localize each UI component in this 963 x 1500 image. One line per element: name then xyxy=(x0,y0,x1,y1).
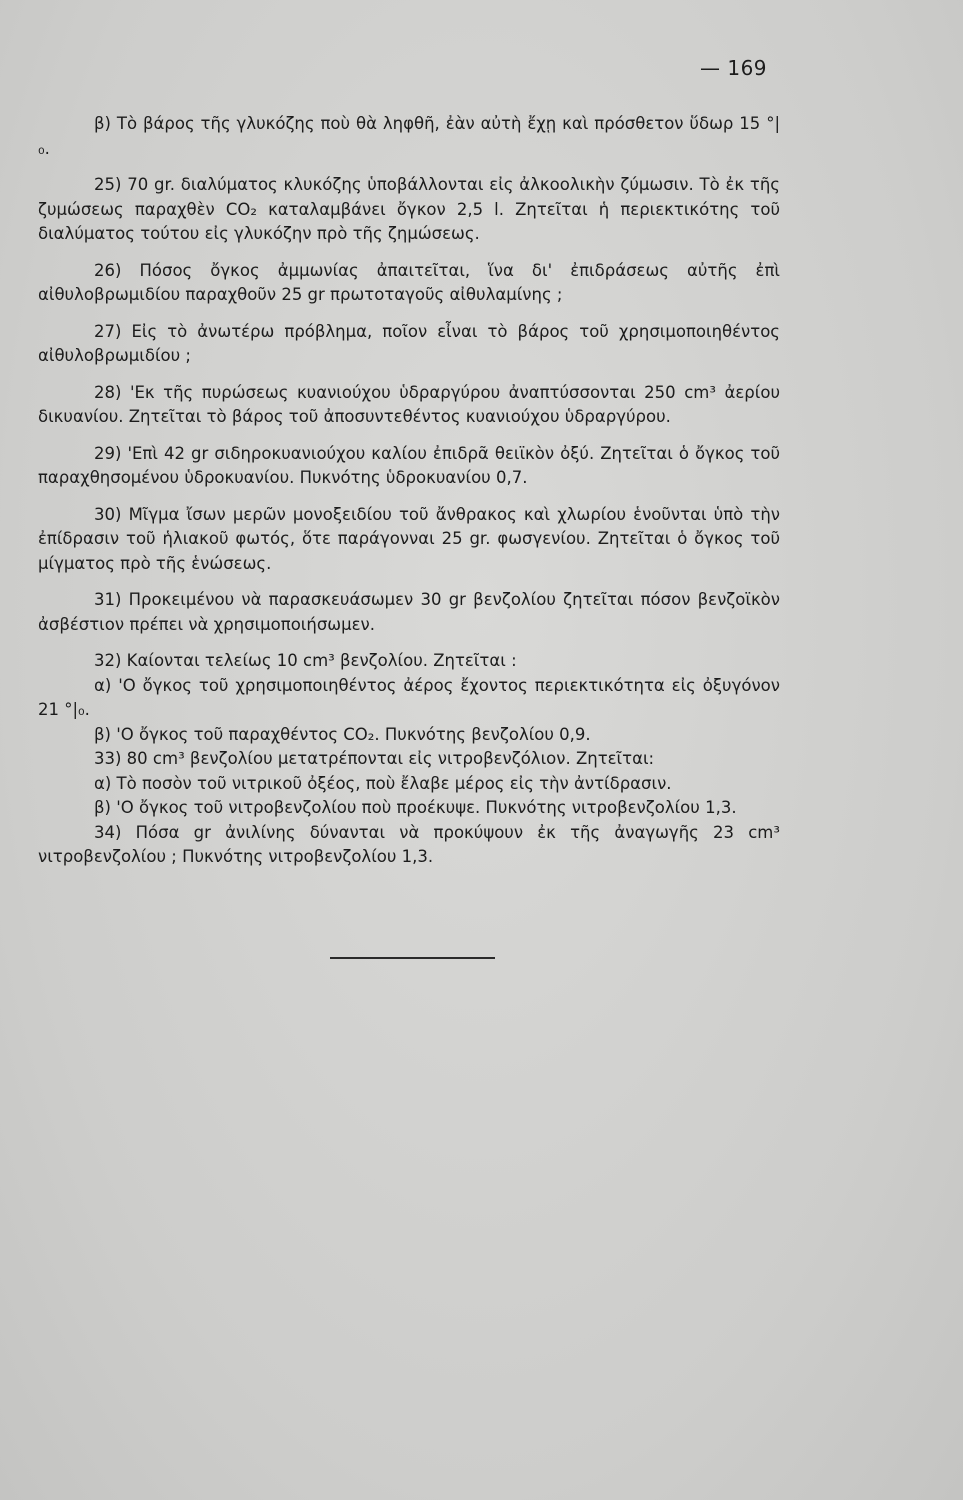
problem-29: 29) 'Επὶ 42 gr σιδηροκυανιούχου καλίου ἐπιδρᾶ θειϊκὸν ὀξύ. Ζητεῖται ὁ ὄγκος τοῦ παραχθησομένου ὑδροκυανίου. Πυκνότης ὑδροκυανίου 0,7. xyxy=(38,443,780,487)
section-end-rule xyxy=(330,957,495,959)
problem-33: 33) 80 cm³ βενζολίου μετατρέπονται εἰς νιτροβενζόλιον. Ζητεῖται: xyxy=(94,749,655,768)
page-number: — 169 xyxy=(700,56,768,80)
problem-32-part-b: β) 'Ο ὄγκος τοῦ παραχθέντος CO₂. Πυκνότης βενζολίου 0,9. xyxy=(94,724,591,744)
text-body xyxy=(38,112,780,870)
problem-32: 32) Καίονται τελείως 10 cm³ βενζολίου. Ζητεῖται : xyxy=(94,651,517,670)
problem-27: 27) Εἰς τὸ ἀνωτέρω πρόβλημα, ποῖον εἶναι τὸ βάρος τοῦ χρησιμοποιηθέντος αἰθυλοβρωμιδίου ; xyxy=(38,321,780,365)
paragraph-b-glucose: β) Τὸ βάρος τῆς γλυκόζης ποὺ θὰ ληφθῆ, ἐὰν αὐτὴ ἔχῃ καὶ πρόσθετον ὕδωρ 15 °|₀. xyxy=(38,114,780,158)
problem-31: 31) Προκειμένου νὰ παρασκευάσωμεν 30 gr βενζολίου ζητεῖται πόσον βενζοϊκὸν ἀσβέστιον πρέπει νὰ χρησιμοποιήσωμεν. xyxy=(38,590,780,634)
problem-26: 26) Πόσος ὄγκος ἀμμωνίας ἀπαιτεῖται, ἵνα δι' ἐπιδράσεως αὐτῆς ἐπὶ αἰθυλοβρωμιδίου παραχθοῦν 25 gr πρωτοταγοῦς αἰθυλαμίνης ; xyxy=(38,260,780,304)
problem-25: 25) 70 gr. διαλύματος κλυκόζης ὑποβάλλονται εἰς ἀλκοολικὴν ζύμωσιν. Τὸ ἐκ τῆς ζυμώσεως παραχθὲν CO₂ καταλαμβάνει ὄγκον 2,5 l. Ζητεῖται ἡ περιεκτικότης τοῦ διαλύματος τούτου εἰς γλυκόζην πρὸ τῆς ζημώσεως. xyxy=(38,175,780,243)
problem-33-part-a: α) Τὸ ποσὸν τοῦ νιτρικοῦ ὀξέος, ποὺ ἔλαβε μέρος εἰς τὴν ἀντίδρασιν. xyxy=(94,773,672,793)
problem-30: 30) Μῖγμα ἴσων μερῶν μονοξειδίου τοῦ ἄνθρακος καὶ χλωρίου ἑνοῦνται ὑπὸ τὴν ἐπίδρασιν τοῦ ἡλιακοῦ φωτός, ὅτε παράγονναι 25 gr. φωσγενίου. Ζητεῖται ὁ ὄγκος τοῦ μίγματος πρὸ τῆς ἑνώσεως. xyxy=(38,504,780,573)
problem-34: 34) Πόσα gr ἀνιλίνης δύνανται νὰ προκύψουν ἐκ τῆς ἀναγωγῆς 23 cm³ νιτροβενζολίου ; Πυκνότης νιτροβενζολίου 1,3. xyxy=(38,822,780,866)
problem-33-part-b: β) 'Ο ὄγκος τοῦ νιτροβενζολίου ποὺ προέκυψε. Πυκνότης νιτροβενζολίου 1,3. xyxy=(94,798,737,817)
problem-32-part-a: α) 'Ο ὄγκος τοῦ χρησιμοποιηθέντος ἀέρος ἔχοντος περιεκτικότητα εἰς ὀξυγόνον 21 °|₀. xyxy=(38,675,780,719)
problem-28: 28) 'Εκ τῆς πυρώσεως κυανιούχου ὑδραργύρου ἀναπτύσσονται 250 cm³ ἀερίου δικυανίου. Ζητεῖται τὸ βάρος τοῦ ἀποσυντεθέντος κυανιούχου ὑδραργύρου. xyxy=(38,382,780,426)
